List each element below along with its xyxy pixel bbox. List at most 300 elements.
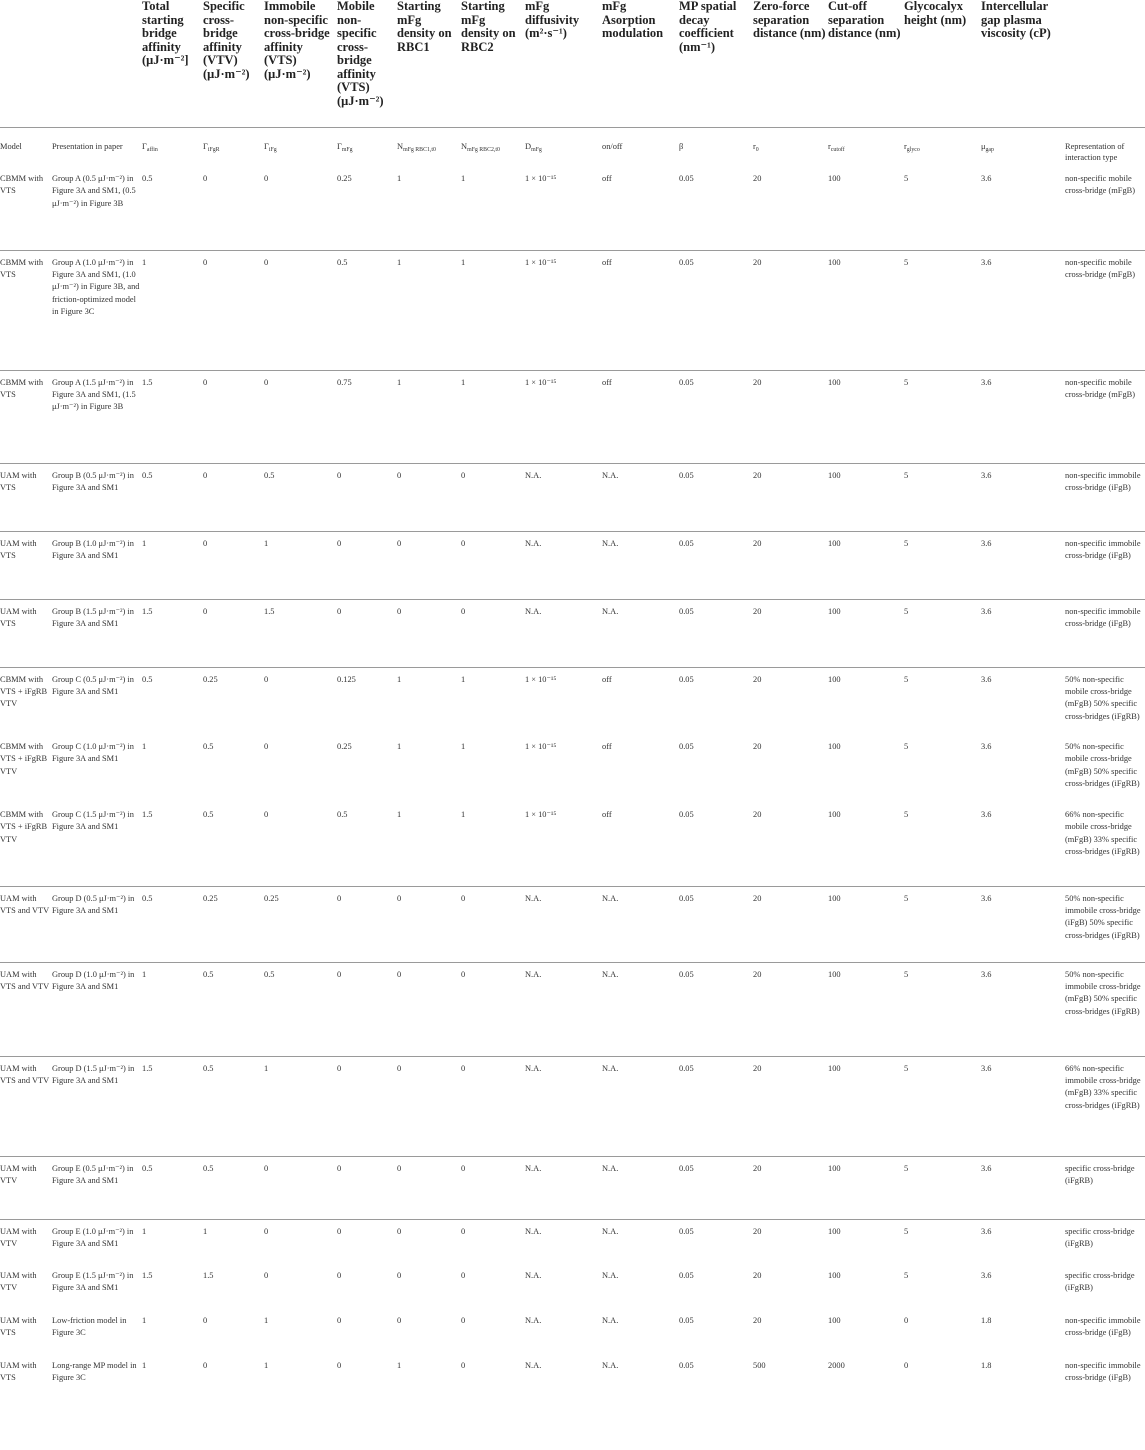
- value-cell: N.A.: [602, 886, 679, 962]
- value-cell: 1.5: [142, 1271, 153, 1280]
- representation-cell: 50% non-specific mobile cross-bridge (mFgB) 50% specific cross-bridges (iFgRB): [1065, 742, 1140, 789]
- presentation-cell: Group E (0.5 μJ·m⁻²) in Figure 3A and SM1: [52, 1156, 142, 1219]
- value-cell: 0.05: [679, 531, 753, 599]
- value-cell: N.A.: [525, 531, 602, 599]
- representation-cell: 50% non-specific mobile cross-bridge (mFgB) 50% specific cross-bridges (iFgRB): [1065, 667, 1145, 735]
- value-cell: 0.5: [203, 1056, 264, 1156]
- column-header: Glycocalyx height (nm): [904, 0, 981, 127]
- value-cell: N.A.: [525, 886, 602, 962]
- model-cell: CBMM with VTS + iFgRB VTV: [0, 667, 52, 735]
- value-cell: 0: [264, 810, 269, 819]
- value-cell: 5: [904, 250, 981, 370]
- value-cell: 20: [753, 174, 762, 183]
- value-cell: off: [602, 667, 679, 735]
- value-cell: 0: [203, 463, 264, 531]
- symbol-base: Presentation in paper: [52, 141, 123, 151]
- presentation-cell: Group B (1.0 μJ·m⁻²) in Figure 3A and SM1: [52, 531, 142, 599]
- value-cell: 1 × 10⁻¹⁵: [525, 742, 557, 751]
- value-cell: 0: [904, 1316, 909, 1325]
- representation-cell: 66% non-specific mobile cross-bridge (mFgB) 33% specific cross-bridges (iFgRB): [1065, 810, 1140, 857]
- value-cell: 1: [142, 531, 203, 599]
- value-cell: 3.6: [981, 599, 1065, 667]
- value-cell: 1.8: [981, 1361, 992, 1370]
- value-cell: 0: [397, 599, 461, 667]
- symbol-subscript: mFg: [531, 146, 542, 153]
- value-cell: 0.5: [264, 463, 337, 531]
- value-cell: 5: [904, 810, 909, 819]
- presentation-cell: Group C (1.0 μJ·m⁻²) in Figure 3A and SM1: [52, 742, 134, 764]
- value-cell: 3.6: [981, 370, 1065, 463]
- value-cell: 3.6: [981, 667, 1065, 735]
- table-row: [0, 886, 1145, 962]
- value-cell: 0: [461, 463, 525, 531]
- value-cell: 20: [753, 1219, 828, 1264]
- value-cell: 100: [828, 531, 904, 599]
- value-cell: 0.05: [679, 370, 753, 463]
- value-cell: 0.05: [679, 174, 694, 183]
- value-cell: 1: [264, 531, 337, 599]
- presentation-cell: Group D (0.5 μJ·m⁻²) in Figure 3A and SM1: [52, 886, 142, 962]
- presentation-cell: Long-range MP model in Figure 3C: [52, 1361, 137, 1383]
- representation-cell: 50% non-specific immobile cross-bridge (mFgB) 50% specific cross-bridges (iFgRB): [1065, 962, 1145, 1056]
- value-cell: N.A.: [602, 463, 679, 531]
- value-cell: N.A.: [602, 531, 679, 599]
- symbol-base: β: [679, 141, 684, 151]
- column-header: mFg Asorption modulation: [602, 0, 679, 127]
- value-cell: 5: [904, 742, 909, 751]
- value-cell: 0.5: [142, 463, 203, 531]
- value-cell: N.A.: [525, 1056, 602, 1156]
- model-cell: CBMM with VTS: [0, 174, 44, 196]
- value-cell: N.A.: [602, 1219, 679, 1264]
- column-header: Mobile non-specific cross-bridge affinity (VTS) (μJ·m⁻²): [337, 0, 397, 127]
- value-cell: 0: [337, 599, 397, 667]
- model-cell: UAM with VTS: [0, 531, 52, 599]
- table-row: [0, 1264, 1145, 1309]
- value-cell: 3.6: [981, 250, 1065, 370]
- symbol-subscript: affin: [146, 146, 158, 153]
- presentation-cell: Group B (0.5 μJ·m⁻²) in Figure 3A and SM1: [52, 463, 142, 531]
- value-cell: N.A.: [602, 1271, 619, 1280]
- model-cell: UAM with VTV: [0, 1219, 52, 1264]
- value-cell: N.A.: [525, 463, 602, 531]
- value-cell: 0: [397, 1271, 402, 1280]
- value-cell: 0: [264, 742, 269, 751]
- table-row: [0, 463, 1145, 531]
- value-cell: N.A.: [602, 1361, 619, 1370]
- table-row: [0, 962, 1145, 1056]
- column-header: Starting mFg density on RBC1: [397, 0, 461, 127]
- value-cell: 5: [904, 1271, 909, 1280]
- value-cell: 0: [337, 1056, 397, 1156]
- value-cell: 0: [461, 1219, 525, 1264]
- value-cell: 20: [753, 250, 828, 370]
- value-cell: 0.05: [679, 667, 753, 735]
- value-cell: 0: [397, 531, 461, 599]
- value-cell: 0.05: [679, 250, 753, 370]
- table-row: [0, 599, 1145, 667]
- value-cell: 3.6: [981, 1219, 1065, 1264]
- representation-cell: non-specific mobile cross-bridge (mFgB): [1065, 174, 1136, 196]
- value-cell: 0: [904, 1361, 909, 1370]
- value-cell: 1: [142, 1219, 203, 1264]
- symbol-row: [0, 127, 1145, 167]
- value-cell: 1: [397, 174, 402, 183]
- symbol-subscript: gap: [985, 146, 994, 153]
- value-cell: 0: [397, 463, 461, 531]
- value-cell: 5: [904, 174, 909, 183]
- table-row: [0, 250, 1145, 370]
- table-row: [0, 531, 1145, 599]
- value-cell: 20: [753, 962, 828, 1056]
- model-cell: UAM with VTV: [0, 1156, 52, 1219]
- value-cell: 0: [397, 1219, 461, 1264]
- value-cell: 0.05: [679, 463, 753, 531]
- value-cell: 5: [904, 1219, 981, 1264]
- value-cell: 3.6: [981, 962, 1065, 1056]
- symbol-subscript: cutoff: [830, 146, 845, 153]
- symbol-subscript: mFg RBC2,t0: [467, 146, 500, 153]
- value-cell: 0.5: [203, 810, 214, 819]
- value-cell: 0: [397, 1316, 402, 1325]
- value-cell: 0.05: [679, 742, 694, 751]
- value-cell: 0.125: [337, 667, 397, 735]
- symbol-base: N: [397, 141, 404, 151]
- value-cell: N.A.: [525, 1156, 602, 1219]
- column-header: [1065, 0, 1145, 127]
- value-cell: 5: [904, 463, 981, 531]
- value-cell: 100: [828, 667, 904, 735]
- model-cell: UAM with VTS and VTV: [0, 1056, 52, 1156]
- value-cell: 0: [337, 1271, 342, 1280]
- value-cell: 0: [461, 1271, 466, 1280]
- value-cell: 1: [142, 1361, 147, 1370]
- value-cell: 0.05: [679, 810, 694, 819]
- symbol-cell: [525, 127, 602, 167]
- model-cell: UAM with VTS: [0, 599, 52, 667]
- symbol-cell: [679, 127, 753, 167]
- value-cell: 0: [264, 1219, 337, 1264]
- value-cell: 20: [753, 531, 828, 599]
- value-cell: 1: [142, 742, 147, 751]
- table-row: [0, 803, 1145, 886]
- model-cell: UAM with VTS: [0, 1361, 37, 1383]
- value-cell: 0: [397, 886, 461, 962]
- value-cell: 0: [337, 962, 397, 1056]
- column-header: Specific cross-bridge affinity (VTV) (μJ·m⁻²): [203, 0, 264, 127]
- value-cell: 3.6: [981, 810, 992, 819]
- value-cell: 0: [397, 1156, 461, 1219]
- value-cell: 1: [203, 1219, 264, 1264]
- symbol-subscript: mFg RBC1,t0: [403, 146, 436, 153]
- symbol-cell: [52, 127, 142, 167]
- value-cell: 0.5: [203, 1156, 264, 1219]
- value-cell: 0: [397, 962, 461, 1056]
- value-cell: 20: [753, 886, 828, 962]
- presentation-cell: Group C (1.5 μJ·m⁻²) in Figure 3A and SM1: [52, 810, 134, 832]
- value-cell: 0: [203, 599, 264, 667]
- value-cell: 1 × 10⁻¹⁵: [525, 174, 557, 183]
- presentation-cell: Group A (1.5 μJ·m⁻²) in Figure 3A and SM1, (1.5 μJ·m⁻²) in Figure 3B: [52, 370, 142, 463]
- value-cell: 0: [264, 1156, 337, 1219]
- value-cell: 100: [828, 1156, 904, 1219]
- presentation-cell: Group C (0.5 μJ·m⁻²) in Figure 3A and SM1: [52, 667, 142, 735]
- symbol-base: N: [461, 141, 468, 151]
- value-cell: off: [602, 174, 612, 183]
- value-cell: 100: [828, 250, 904, 370]
- value-cell: 0: [264, 174, 269, 183]
- value-cell: 0: [337, 1156, 397, 1219]
- presentation-cell: Group B (1.5 μJ·m⁻²) in Figure 3A and SM1: [52, 599, 142, 667]
- value-cell: 100: [828, 1219, 904, 1264]
- table-row: [0, 1219, 1145, 1264]
- column-header: mFg diffusivity (m²·s⁻¹): [525, 0, 602, 127]
- column-header: [0, 0, 52, 127]
- value-cell: 100: [828, 463, 904, 531]
- value-cell: 1: [264, 1056, 337, 1156]
- value-cell: 1: [461, 667, 525, 735]
- symbol-base: Representation of interaction type: [1065, 141, 1125, 162]
- value-cell: 0: [461, 962, 525, 1056]
- symbol-subscript: mFg: [341, 146, 353, 153]
- symbol-base: Γ: [203, 141, 208, 151]
- table-row: [0, 1056, 1145, 1156]
- value-cell: 0: [461, 1056, 525, 1156]
- value-cell: N.A.: [525, 1219, 602, 1264]
- symbol-cell: [397, 127, 461, 167]
- symbol-cell: [337, 127, 397, 167]
- value-cell: 0: [264, 250, 337, 370]
- value-cell: 3.6: [981, 1271, 992, 1280]
- symbol-subscript: iFgR: [207, 146, 220, 153]
- value-cell: 1.5: [142, 810, 153, 819]
- value-cell: 0.25: [337, 742, 352, 751]
- table-row: [0, 735, 1145, 803]
- value-cell: 0.05: [679, 1156, 753, 1219]
- value-cell: 0: [337, 463, 397, 531]
- table-row: [0, 667, 1145, 735]
- value-cell: 20: [753, 370, 828, 463]
- value-cell: 100: [828, 174, 841, 183]
- representation-cell: non-specific mobile cross-bridge (mFgB): [1065, 250, 1145, 370]
- symbol-base: Γ: [264, 141, 269, 151]
- value-cell: N.A.: [602, 1156, 679, 1219]
- representation-cell: non-specific immobile cross-bridge (iFgB): [1065, 531, 1145, 599]
- model-cell: UAM with VTS: [0, 463, 52, 531]
- value-cell: 0: [397, 1056, 461, 1156]
- symbol-cell: [981, 127, 1065, 167]
- value-cell: off: [602, 742, 612, 751]
- value-cell: 0.25: [203, 667, 264, 735]
- value-cell: 0.5: [264, 962, 337, 1056]
- value-cell: N.A.: [602, 1056, 679, 1156]
- column-header: Intercellular gap plasma viscosity (cP): [981, 0, 1065, 127]
- value-cell: 0: [461, 599, 525, 667]
- symbol-base: Γ: [337, 141, 342, 151]
- model-cell: CBMM with VTS + iFgRB VTV: [0, 742, 48, 776]
- value-cell: 1.8: [981, 1316, 992, 1325]
- representation-cell: non-specific mobile cross-bridge (mFgB): [1065, 370, 1145, 463]
- value-cell: 0: [461, 531, 525, 599]
- value-cell: N.A.: [602, 962, 679, 1056]
- value-cell: off: [602, 370, 679, 463]
- column-header: Immobile non-specific cross-bridge affinity (VTS) (μJ·m⁻²): [264, 0, 337, 127]
- model-cell: UAM with VTS and VTV: [0, 886, 52, 962]
- symbol-base: r: [904, 141, 907, 151]
- symbol-cell: [142, 127, 203, 167]
- symbol-cell: [602, 127, 679, 167]
- value-cell: 0.25: [203, 886, 264, 962]
- value-cell: 0: [337, 1219, 397, 1264]
- representation-cell: non-specific immobile cross-bridge (iFgB): [1065, 599, 1145, 667]
- value-cell: 20: [753, 742, 762, 751]
- value-cell: 0: [461, 886, 525, 962]
- value-cell: 1: [461, 250, 525, 370]
- table-row: [0, 1354, 1145, 1404]
- column-header: [52, 0, 142, 127]
- symbol-subscript: glyco: [906, 146, 920, 153]
- value-cell: 3.6: [981, 1156, 1065, 1219]
- presentation-cell: Group D (1.0 μJ·m⁻²) in Figure 3A and SM1: [52, 962, 142, 1056]
- model-cell: UAM with VTS: [0, 1316, 37, 1338]
- value-cell: 20: [753, 810, 762, 819]
- value-cell: 1: [397, 667, 461, 735]
- value-cell: 1: [461, 174, 466, 183]
- value-cell: 100: [828, 962, 904, 1056]
- value-cell: 0.25: [337, 174, 352, 183]
- value-cell: 2000: [828, 1361, 845, 1370]
- symbol-cell: [203, 127, 264, 167]
- value-cell: 0: [461, 1156, 525, 1219]
- value-cell: 5: [904, 962, 981, 1056]
- symbol-base: r: [753, 141, 756, 151]
- value-cell: 20: [753, 463, 828, 531]
- value-cell: 0.25: [264, 886, 337, 962]
- value-cell: 0.05: [679, 1056, 753, 1156]
- value-cell: 0.5: [142, 174, 153, 183]
- value-cell: 3.6: [981, 886, 1065, 962]
- column-header: MP spatial decay coefficient (nm⁻¹): [679, 0, 753, 127]
- value-cell: 1.5: [264, 599, 337, 667]
- presentation-cell: Group A (0.5 μJ·m⁻²) in Figure 3A and SM1, (0.5 μJ·m⁻²) in Figure 3B: [52, 174, 136, 208]
- value-cell: 1: [397, 810, 402, 819]
- symbol-cell: [264, 127, 337, 167]
- value-cell: N.A.: [525, 599, 602, 667]
- value-cell: 1 × 10⁻¹⁵: [525, 370, 602, 463]
- value-cell: 0: [264, 667, 337, 735]
- symbol-cell: [753, 127, 828, 167]
- value-cell: 1: [264, 1316, 269, 1325]
- symbol-cell: [828, 127, 904, 167]
- value-cell: N.A.: [525, 1316, 542, 1325]
- value-cell: 0.05: [679, 1316, 694, 1325]
- value-cell: 100: [828, 1316, 841, 1325]
- symbol-base: μ: [981, 141, 986, 151]
- value-cell: 1 × 10⁻¹⁵: [525, 810, 557, 819]
- symbol-cell: [461, 127, 525, 167]
- presentation-cell: Group A (1.0 μJ·m⁻²) in Figure 3A and SM1, (1.0 μJ·m⁻²) in Figure 3B, and friction-optimized model in Figure 3C: [52, 250, 142, 370]
- value-cell: 1: [397, 742, 402, 751]
- value-cell: 100: [828, 810, 841, 819]
- value-cell: 1: [397, 250, 461, 370]
- value-cell: 0: [337, 531, 397, 599]
- representation-cell: non-specific immobile cross-bridge (iFgB): [1065, 463, 1145, 531]
- value-cell: 3.6: [981, 1056, 1065, 1156]
- value-cell: 500: [753, 1361, 766, 1370]
- value-cell: 5: [904, 886, 981, 962]
- value-cell: 20: [753, 667, 828, 735]
- value-cell: 100: [828, 1056, 904, 1156]
- value-cell: 0.5: [337, 810, 348, 819]
- symbol-cell: [904, 127, 981, 167]
- value-cell: 0.5: [142, 667, 203, 735]
- value-cell: 20: [753, 1271, 762, 1280]
- value-cell: 1.5: [203, 1271, 214, 1280]
- symbol-base: Model: [0, 141, 22, 151]
- symbol-subscript: iFg: [268, 146, 277, 153]
- symbol-base: D: [525, 141, 532, 151]
- column-header: Starting mFg density on RBC2: [461, 0, 525, 127]
- value-cell: 0.5: [337, 250, 397, 370]
- value-cell: 1: [142, 962, 203, 1056]
- value-cell: 5: [904, 599, 981, 667]
- value-cell: 0: [203, 1361, 208, 1370]
- value-cell: 1: [461, 810, 466, 819]
- value-cell: 3.6: [981, 742, 992, 751]
- value-cell: 1: [397, 1361, 402, 1370]
- value-cell: 1: [264, 1361, 269, 1370]
- value-cell: 1: [142, 1316, 147, 1325]
- value-cell: 0.5: [203, 962, 264, 1056]
- model-cell: CBMM with VTS: [0, 250, 52, 370]
- value-cell: 0.05: [679, 599, 753, 667]
- value-cell: 5: [904, 1056, 981, 1156]
- representation-cell: specific cross-bridge (iFgRB): [1065, 1219, 1145, 1264]
- value-cell: 0.5: [203, 742, 214, 751]
- column-header: Zero-force separation distance (nm): [753, 0, 828, 127]
- value-cell: 0: [264, 1271, 269, 1280]
- representation-cell: specific cross-bridge (iFgRB): [1065, 1156, 1145, 1219]
- symbol-base: r: [828, 141, 831, 151]
- value-cell: 5: [904, 667, 981, 735]
- value-cell: 5: [904, 1156, 981, 1219]
- value-cell: 20: [753, 1316, 762, 1325]
- value-cell: off: [602, 810, 612, 819]
- value-cell: 100: [828, 370, 904, 463]
- value-cell: 0.05: [679, 1361, 694, 1370]
- representation-cell: specific cross-bridge (iFgRB): [1065, 1271, 1135, 1293]
- model-cell: UAM with VTS and VTV: [0, 962, 52, 1056]
- header-row: [0, 0, 1145, 127]
- symbol-base: Γ: [142, 141, 147, 151]
- table-body: [0, 167, 1145, 1404]
- value-cell: 3.6: [981, 463, 1065, 531]
- column-header: Total starting bridge affinity (μJ·m⁻²]: [142, 0, 203, 127]
- symbol-base: on/off: [602, 141, 623, 151]
- value-cell: 0: [203, 370, 264, 463]
- value-cell: 0.5: [142, 1156, 203, 1219]
- symbol-cell: [1065, 127, 1145, 167]
- value-cell: 1 × 10⁻¹⁵: [525, 250, 602, 370]
- table-row: [0, 1156, 1145, 1219]
- symbol-cell: [0, 127, 52, 167]
- value-cell: 1: [397, 370, 461, 463]
- presentation-cell: Low-friction model in Figure 3C: [52, 1316, 127, 1338]
- model-cell: CBMM with VTS: [0, 370, 52, 463]
- symbol-subscript: 0: [755, 146, 759, 153]
- value-cell: 1 × 10⁻¹⁵: [525, 667, 602, 735]
- representation-cell: non-specific immobile cross-bridge (iFgB): [1065, 1361, 1141, 1383]
